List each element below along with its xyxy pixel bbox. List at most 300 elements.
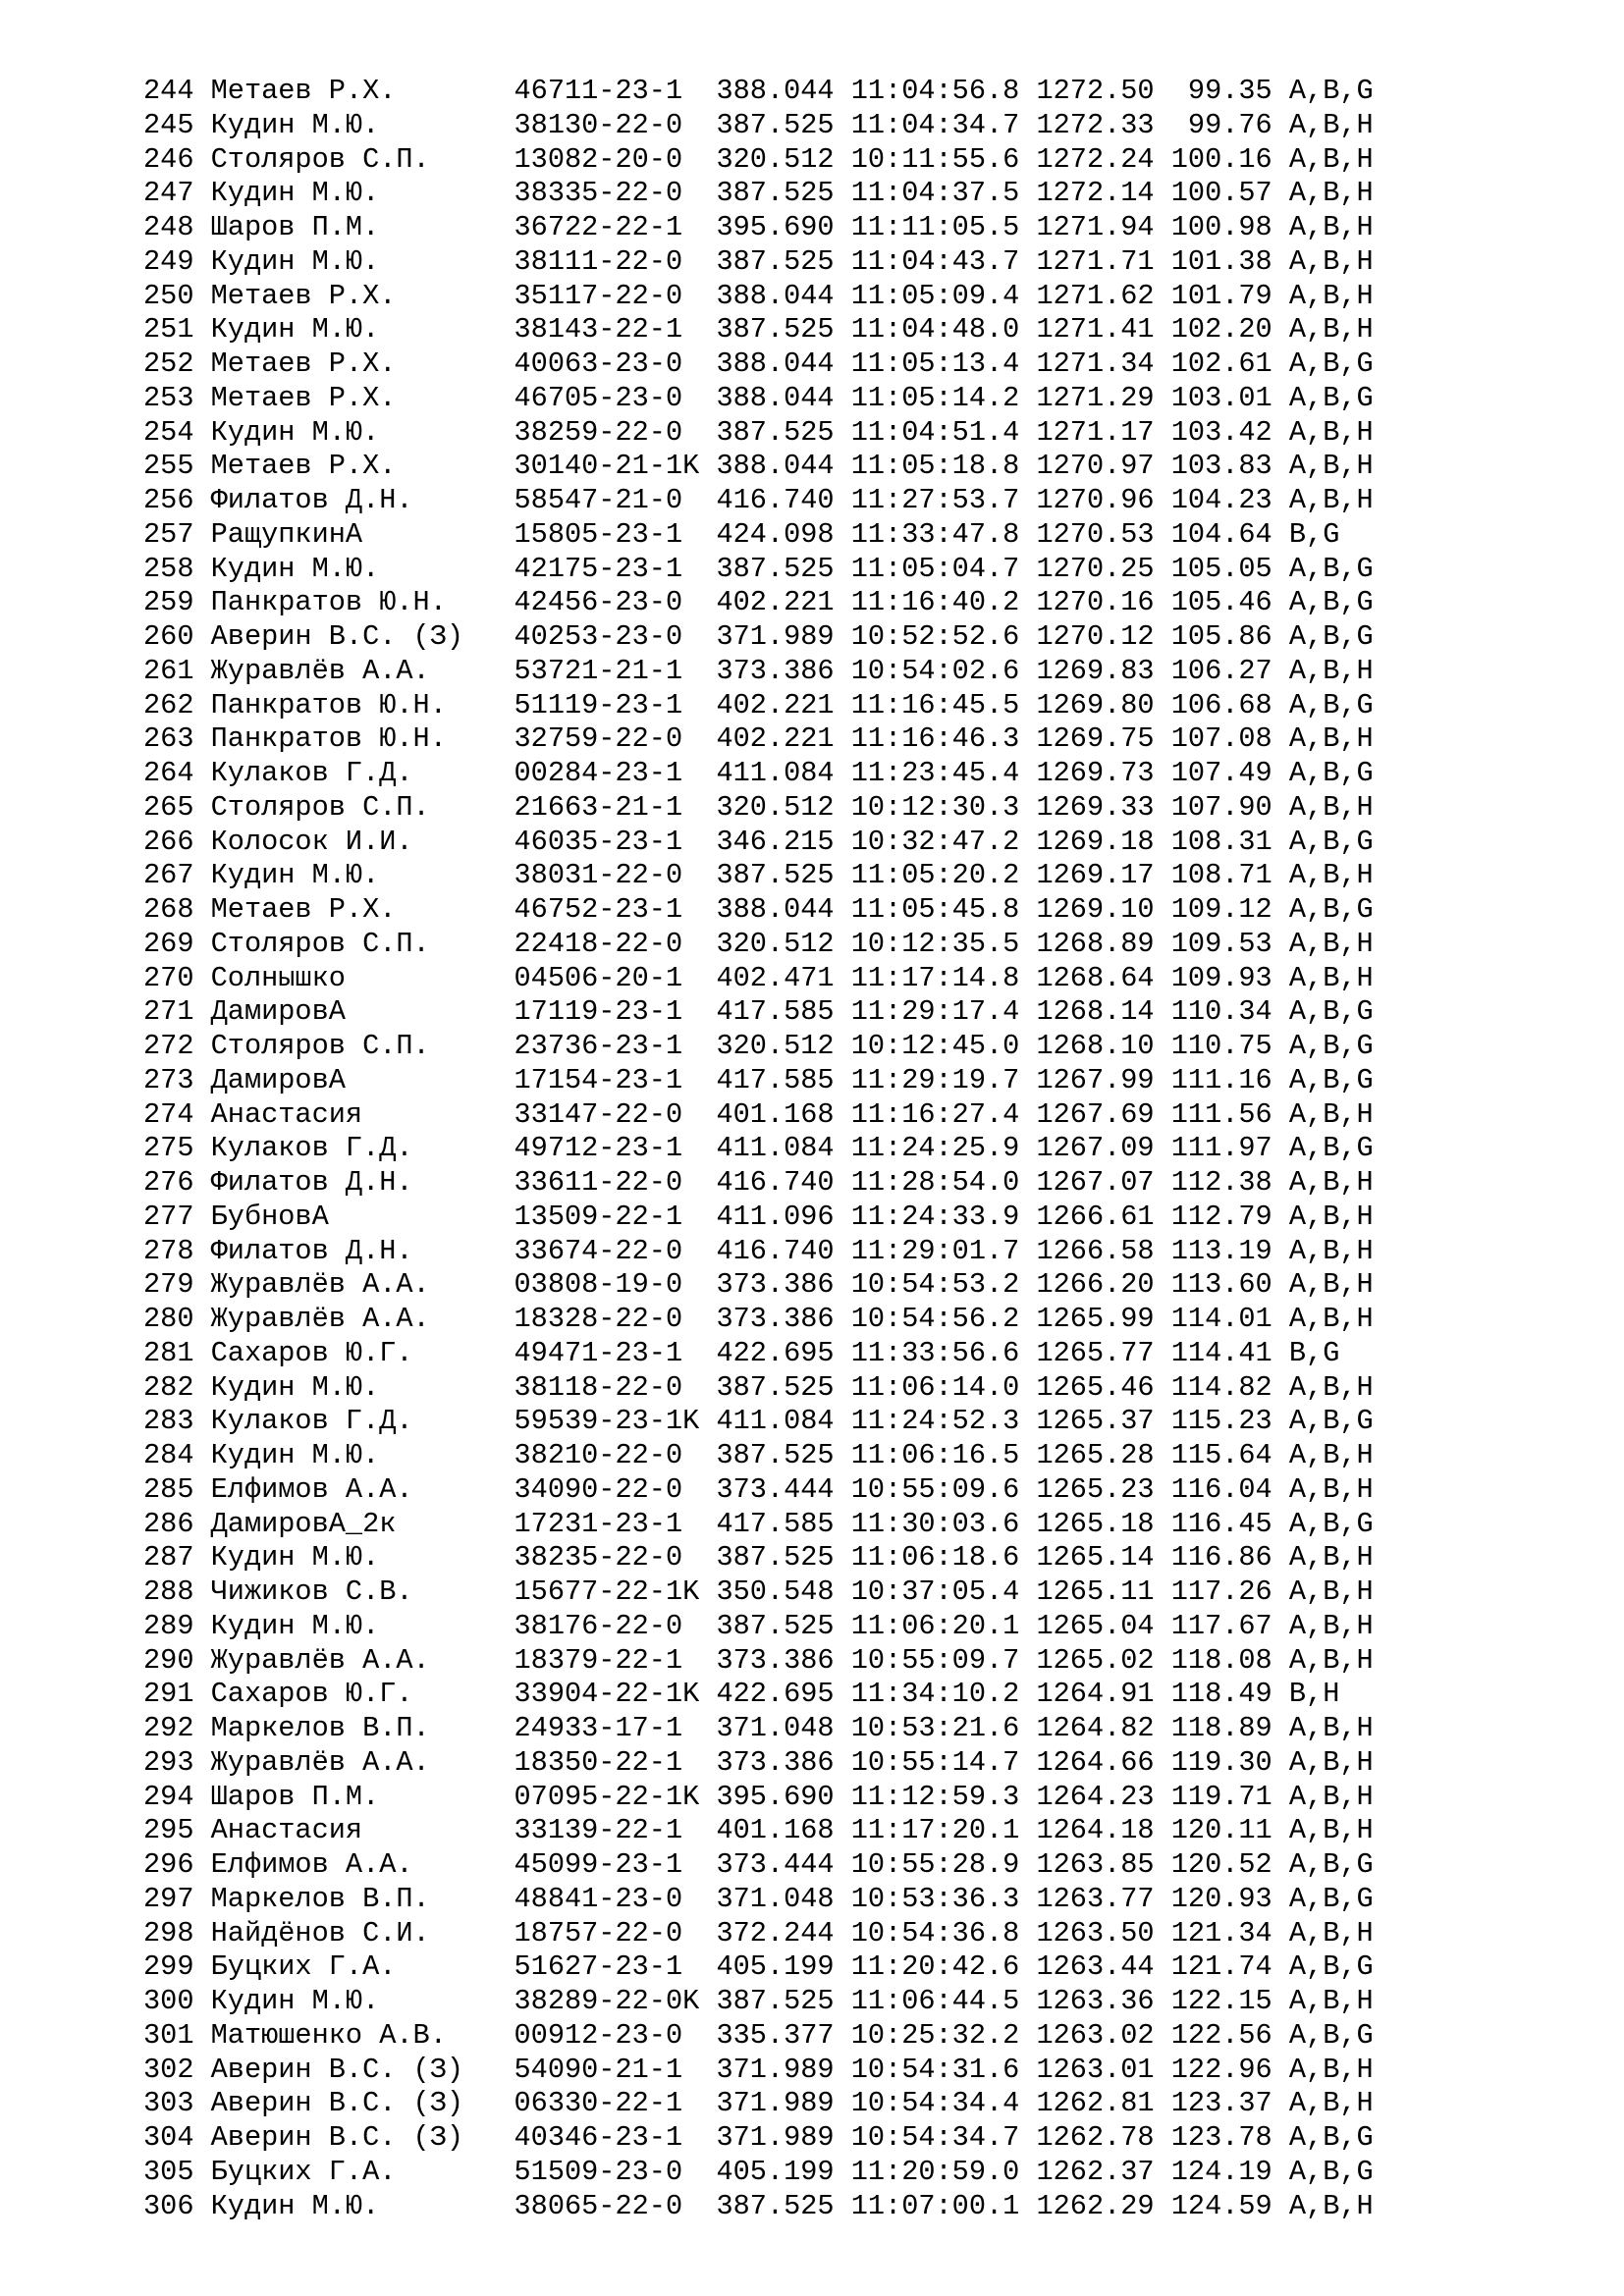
distance: 411.084 [716, 757, 851, 789]
result-row [143, 1610, 1374, 1644]
ring-number: 40063-23-0 [514, 347, 717, 380]
row-number: 262 [143, 688, 211, 721]
ring-number: 17119-23-1 [514, 995, 717, 1029]
speed: 1269.17 [1036, 859, 1171, 892]
result-row [143, 553, 1374, 587]
speed: 1269.10 [1036, 893, 1171, 926]
speed: 1263.36 [1036, 1985, 1171, 2017]
coefficient: 100.57 [1170, 177, 1289, 210]
arrival-time: 11:06:44.5 [850, 1985, 1037, 2017]
row-number: 270 [143, 961, 211, 994]
arrival-time: 10:37:05.4 [850, 1575, 1037, 1608]
ring-number: 58547-21-0 [514, 484, 717, 516]
ring-number: 21663-21-1 [514, 790, 717, 824]
flags: A,B,H [1288, 1370, 1374, 1404]
row-number: 293 [143, 1745, 211, 1779]
coefficient: 111.16 [1170, 1063, 1289, 1096]
result-row [143, 245, 1374, 280]
arrival-time: 11:33:56.6 [850, 1336, 1037, 1369]
speed: 1263.50 [1036, 1916, 1171, 1949]
distance: 417.585 [716, 995, 851, 1029]
distance: 422.695 [716, 1678, 851, 1711]
result-row [143, 1201, 1374, 1235]
fancier-name: Панкратов Ю.Н. [210, 586, 514, 619]
row-number: 301 [143, 2018, 211, 2052]
speed: 1267.69 [1036, 1097, 1171, 1131]
arrival-time: 10:54:34.7 [850, 2121, 1037, 2154]
flags: A,B,G [1288, 1507, 1374, 1540]
fancier-name: Метаев Р.Х. [210, 347, 514, 380]
arrival-time: 11:17:20.1 [850, 1814, 1037, 1847]
distance: 320.512 [716, 790, 851, 824]
coefficient: 116.45 [1170, 1507, 1289, 1540]
coefficient: 115.23 [1170, 1405, 1289, 1438]
coefficient: 112.79 [1170, 1200, 1289, 1233]
flags: A,B,H [1288, 415, 1374, 449]
result-row [143, 2121, 1374, 2156]
arrival-time: 10:12:45.0 [850, 1030, 1037, 1062]
result-row [143, 1439, 1374, 1473]
ring-number: 34090-22-0 [514, 1472, 717, 1506]
speed: 1265.99 [1036, 1303, 1171, 1335]
row-number: 249 [143, 244, 211, 278]
speed: 1263.01 [1036, 2053, 1171, 2086]
distance: 387.525 [716, 859, 851, 892]
ring-number: 59539-23-1K [514, 1405, 717, 1438]
fancier-name: Кудин М.Ю. [210, 552, 514, 585]
coefficient: 118.49 [1170, 1678, 1289, 1711]
distance: 373.386 [716, 1643, 851, 1677]
speed: 1272.33 [1036, 108, 1171, 141]
distance: 388.044 [716, 75, 851, 107]
speed: 1270.96 [1036, 484, 1171, 516]
ring-number: 18757-22-0 [514, 1916, 717, 1949]
arrival-time: 11:20:59.0 [850, 2155, 1037, 2188]
distance: 388.044 [716, 347, 851, 380]
arrival-time: 10:32:47.2 [850, 825, 1037, 858]
arrival-time: 11:06:16.5 [850, 1439, 1037, 1471]
result-row [143, 313, 1374, 347]
row-number: 271 [143, 995, 211, 1029]
coefficient: 117.67 [1170, 1609, 1289, 1642]
coefficient: 109.53 [1170, 927, 1289, 960]
fancier-name: Столяров С.П. [210, 790, 514, 824]
distance: 373.444 [716, 1472, 851, 1506]
arrival-time: 11:07:00.1 [850, 2189, 1037, 2222]
result-row [143, 1541, 1374, 1575]
fancier-name: Метаев Р.Х. [210, 75, 514, 107]
flags: A,B,G [1288, 552, 1374, 585]
coefficient: 107.90 [1170, 790, 1289, 824]
fancier-name: Журавлёв А.А. [210, 1303, 514, 1335]
arrival-time: 11:29:19.7 [850, 1063, 1037, 1096]
ring-number: 06330-22-1 [514, 2087, 717, 2120]
row-number: 299 [143, 1950, 211, 1984]
flags: B,G [1288, 1336, 1340, 1369]
coefficient: 122.15 [1170, 1985, 1289, 2017]
row-number: 283 [143, 1405, 211, 1438]
flags: A,B,H [1288, 1575, 1374, 1608]
fancier-name: Кудин М.Ю. [210, 1609, 514, 1642]
arrival-time: 10:54:36.8 [850, 1916, 1037, 1949]
result-row [143, 655, 1374, 689]
fancier-name: Шаров П.М. [210, 211, 514, 243]
coefficient: 123.78 [1170, 2121, 1289, 2154]
arrival-time: 11:05:14.2 [850, 381, 1037, 414]
result-row [143, 2087, 1374, 2121]
coefficient: 103.01 [1170, 381, 1289, 414]
row-number: 244 [143, 75, 211, 107]
fancier-name: Метаев Р.Х. [210, 450, 514, 483]
ring-number: 40253-23-0 [514, 620, 717, 653]
arrival-time: 10:55:09.6 [850, 1472, 1037, 1506]
row-number: 306 [143, 2189, 211, 2222]
result-row [143, 1064, 1374, 1098]
speed: 1263.44 [1036, 1950, 1171, 1984]
result-row [143, 177, 1374, 211]
flags: A,B,H [1288, 1166, 1374, 1199]
arrival-time: 11:24:33.9 [850, 1200, 1037, 1233]
distance: 387.525 [716, 1439, 851, 1471]
ring-number: 18350-22-1 [514, 1745, 717, 1779]
flags: A,B,G [1288, 1848, 1374, 1881]
speed: 1269.18 [1036, 825, 1171, 858]
speed: 1263.02 [1036, 2018, 1171, 2052]
ring-number: 53721-21-1 [514, 654, 717, 687]
distance: 411.084 [716, 1405, 851, 1438]
row-number: 255 [143, 450, 211, 483]
distance: 395.690 [716, 211, 851, 243]
arrival-time: 11:28:54.0 [850, 1166, 1037, 1199]
ring-number: 18328-22-0 [514, 1303, 717, 1335]
flags: A,B,H [1288, 2053, 1374, 2086]
row-number: 294 [143, 1780, 211, 1813]
fancier-name: Кудин М.Ю. [210, 415, 514, 449]
fancier-name: Филатов Д.Н. [210, 1166, 514, 1199]
row-number: 287 [143, 1541, 211, 1575]
ring-number: 00912-23-0 [514, 2018, 717, 2052]
coefficient: 108.31 [1170, 825, 1289, 858]
row-number: 261 [143, 654, 211, 687]
result-row [143, 1644, 1374, 1679]
fancier-name: Столяров С.П. [210, 927, 514, 960]
flags: A,B,H [1288, 177, 1374, 210]
ring-number: 33674-22-0 [514, 1234, 717, 1267]
coefficient: 111.97 [1170, 1132, 1289, 1165]
distance: 416.740 [716, 1166, 851, 1199]
row-number: 282 [143, 1370, 211, 1404]
row-number: 290 [143, 1643, 211, 1677]
speed: 1265.11 [1036, 1575, 1171, 1608]
arrival-time: 11:04:43.7 [850, 244, 1037, 278]
row-number: 286 [143, 1507, 211, 1540]
ring-number: 32759-22-0 [514, 722, 717, 756]
flags: A,B,H [1288, 1234, 1374, 1267]
row-number: 273 [143, 1063, 211, 1096]
fancier-name: Аверин В.С. (З) [210, 2121, 514, 2154]
speed: 1271.94 [1036, 211, 1171, 243]
result-row [143, 620, 1374, 655]
arrival-time: 11:16:40.2 [850, 586, 1037, 619]
coefficient: 121.74 [1170, 1950, 1289, 1984]
speed: 1271.62 [1036, 279, 1171, 312]
ring-number: 46711-23-1 [514, 75, 717, 107]
result-row [143, 689, 1374, 723]
arrival-time: 10:54:53.2 [850, 1268, 1037, 1302]
flags: A,B,G [1288, 2121, 1374, 2154]
speed: 1272.14 [1036, 177, 1171, 210]
fancier-name: Анастасия [210, 1814, 514, 1847]
arrival-time: 11:27:53.7 [850, 484, 1037, 516]
arrival-time: 11:34:10.2 [850, 1678, 1037, 1711]
arrival-time: 11:04:56.8 [850, 75, 1037, 107]
coefficient: 120.93 [1170, 1882, 1289, 1915]
distance: 402.221 [716, 722, 851, 756]
flags: A,B,H [1288, 313, 1374, 347]
distance: 417.585 [716, 1507, 851, 1540]
arrival-time: 11:17:14.8 [850, 961, 1037, 994]
distance: 373.386 [716, 1745, 851, 1779]
coefficient: 107.49 [1170, 757, 1289, 789]
distance: 373.386 [716, 1268, 851, 1302]
arrival-time: 11:04:34.7 [850, 108, 1037, 141]
speed: 1266.61 [1036, 1200, 1171, 1233]
flags: A,B,G [1288, 1405, 1374, 1438]
flags: A,B,H [1288, 1541, 1374, 1575]
distance: 371.989 [716, 2121, 851, 2154]
coefficient: 101.79 [1170, 279, 1289, 312]
row-number: 247 [143, 177, 211, 210]
coefficient: 103.42 [1170, 415, 1289, 449]
distance: 320.512 [716, 927, 851, 960]
distance: 320.512 [716, 1030, 851, 1062]
coefficient: 119.30 [1170, 1745, 1289, 1779]
row-number: 263 [143, 722, 211, 756]
coefficient: 104.64 [1170, 517, 1289, 551]
speed: 1264.82 [1036, 1712, 1171, 1744]
distance: 411.096 [716, 1200, 851, 1233]
fancier-name: Столяров С.П. [210, 1030, 514, 1062]
row-number: 254 [143, 415, 211, 449]
ring-number: 33611-22-0 [514, 1166, 717, 1199]
arrival-time: 11:30:03.6 [850, 1507, 1037, 1540]
arrival-time: 11:23:45.4 [850, 757, 1037, 789]
result-row [143, 1985, 1374, 2019]
result-row [143, 109, 1374, 143]
arrival-time: 11:05:20.2 [850, 859, 1037, 892]
fancier-name: Елфимов А.А. [210, 1472, 514, 1506]
fancier-name: Сахаров Ю.Г. [210, 1336, 514, 1369]
row-number: 259 [143, 586, 211, 619]
row-number: 265 [143, 790, 211, 824]
ring-number: 46752-23-1 [514, 893, 717, 926]
ring-number: 38130-22-0 [514, 108, 717, 141]
coefficient: 99.76 [1170, 108, 1289, 141]
arrival-time: 11:29:01.7 [850, 1234, 1037, 1267]
arrival-time: 11:05:04.7 [850, 552, 1037, 585]
ring-number: 17231-23-1 [514, 1507, 717, 1540]
speed: 1269.73 [1036, 757, 1171, 789]
arrival-time: 10:54:02.6 [850, 654, 1037, 687]
distance: 417.585 [716, 1063, 851, 1096]
distance: 401.168 [716, 1097, 851, 1131]
flags: A,B,G [1288, 75, 1374, 107]
distance: 405.199 [716, 1950, 851, 1984]
coefficient: 114.82 [1170, 1370, 1289, 1404]
coefficient: 109.12 [1170, 893, 1289, 926]
result-row [143, 1337, 1374, 1371]
fancier-name: Сахаров Ю.Г. [210, 1678, 514, 1711]
coefficient: 103.83 [1170, 450, 1289, 483]
speed: 1262.29 [1036, 2189, 1171, 2222]
arrival-time: 11:20:42.6 [850, 1950, 1037, 1984]
result-row [143, 1917, 1374, 1951]
arrival-time: 11:12:59.3 [850, 1780, 1037, 1813]
distance: 372.244 [716, 1916, 851, 1949]
speed: 1271.71 [1036, 244, 1171, 278]
row-number: 274 [143, 1097, 211, 1131]
result-row [143, 1712, 1374, 1746]
ring-number: 23736-23-1 [514, 1030, 717, 1062]
result-row [143, 1848, 1374, 1883]
fancier-name: Кулаков Г.Д. [210, 757, 514, 789]
fancier-name: Кудин М.Ю. [210, 244, 514, 278]
speed: 1269.75 [1036, 722, 1171, 756]
arrival-time: 11:11:05.5 [850, 211, 1037, 243]
row-number: 281 [143, 1336, 211, 1369]
row-number: 256 [143, 484, 211, 516]
ring-number: 33147-22-0 [514, 1097, 717, 1131]
result-row [143, 1883, 1374, 1917]
speed: 1266.58 [1036, 1234, 1171, 1267]
row-number: 260 [143, 620, 211, 653]
result-row [143, 75, 1374, 109]
flags: A,B,H [1288, 484, 1374, 516]
coefficient: 116.04 [1170, 1472, 1289, 1506]
speed: 1269.83 [1036, 654, 1171, 687]
flags: A,B,G [1288, 1063, 1374, 1096]
coefficient: 114.41 [1170, 1336, 1289, 1369]
fancier-name: Кудин М.Ю. [210, 2189, 514, 2222]
coefficient: 100.16 [1170, 142, 1289, 176]
speed: 1270.97 [1036, 450, 1171, 483]
ring-number: 36722-22-1 [514, 211, 717, 243]
fancier-name: Кудин М.Ю. [210, 313, 514, 347]
distance: 411.084 [716, 1132, 851, 1165]
fancier-name: Колосок И.И. [210, 825, 514, 858]
coefficient: 113.19 [1170, 1234, 1289, 1267]
distance: 373.444 [716, 1848, 851, 1881]
distance: 401.168 [716, 1814, 851, 1847]
row-number: 257 [143, 517, 211, 551]
coefficient: 102.20 [1170, 313, 1289, 347]
arrival-time: 11:04:37.5 [850, 177, 1037, 210]
distance: 371.048 [716, 1882, 851, 1915]
distance: 402.221 [716, 586, 851, 619]
flags: A,B,H [1288, 961, 1374, 994]
speed: 1266.20 [1036, 1268, 1171, 1302]
speed: 1268.89 [1036, 927, 1171, 960]
speed: 1267.07 [1036, 1166, 1171, 1199]
ring-number: 13509-22-1 [514, 1200, 717, 1233]
flags: B,H [1288, 1678, 1340, 1711]
result-row [143, 416, 1374, 451]
flags: A,B,H [1288, 1303, 1374, 1335]
fancier-name: Журавлёв А.А. [210, 1745, 514, 1779]
arrival-time: 10:12:35.5 [850, 927, 1037, 960]
arrival-time: 11:29:17.4 [850, 995, 1037, 1029]
flags: A,B,H [1288, 244, 1374, 278]
speed: 1270.12 [1036, 620, 1171, 653]
ring-number: 42456-23-0 [514, 586, 717, 619]
result-row [143, 1575, 1374, 1610]
distance: 395.690 [716, 1780, 851, 1813]
coefficient: 109.93 [1170, 961, 1289, 994]
coefficient: 107.08 [1170, 722, 1289, 756]
fancier-name: ДамировА [210, 1063, 514, 1096]
result-row [143, 1132, 1374, 1166]
flags: A,B,G [1288, 995, 1374, 1029]
result-row [143, 1678, 1374, 1712]
distance: 416.740 [716, 1234, 851, 1267]
row-number: 300 [143, 1985, 211, 2017]
flags: A,B,G [1288, 2018, 1374, 2052]
arrival-time: 11:33:47.8 [850, 517, 1037, 551]
coefficient: 108.71 [1170, 859, 1289, 892]
ring-number: 49471-23-1 [514, 1336, 717, 1369]
fancier-name: Метаев Р.Х. [210, 893, 514, 926]
arrival-time: 10:12:30.3 [850, 790, 1037, 824]
distance: 371.048 [716, 1712, 851, 1744]
distance: 402.471 [716, 961, 851, 994]
flags: A,B,H [1288, 450, 1374, 483]
ring-number: 38210-22-0 [514, 1439, 717, 1471]
flags: A,B,H [1288, 1712, 1374, 1744]
coefficient: 119.71 [1170, 1780, 1289, 1813]
fancier-name: ДамировА [210, 995, 514, 1029]
flags: A,B,H [1288, 2189, 1374, 2222]
distance: 387.525 [716, 244, 851, 278]
flags: A,B,H [1288, 1643, 1374, 1677]
flags: A,B,H [1288, 279, 1374, 312]
speed: 1264.91 [1036, 1678, 1171, 1711]
fancier-name: Кудин М.Ю. [210, 859, 514, 892]
speed: 1271.34 [1036, 347, 1171, 380]
distance: 320.512 [716, 142, 851, 176]
coefficient: 124.59 [1170, 2189, 1289, 2222]
results-table [143, 75, 1374, 2223]
ring-number: 51627-23-1 [514, 1950, 717, 1984]
fancier-name: Кулаков Г.Д. [210, 1132, 514, 1165]
ring-number: 48841-23-0 [514, 1882, 717, 1915]
coefficient: 100.98 [1170, 211, 1289, 243]
arrival-time: 10:54:34.4 [850, 2087, 1037, 2120]
fancier-name: Кудин М.Ю. [210, 1439, 514, 1471]
distance: 422.695 [716, 1336, 851, 1369]
result-row [143, 1098, 1374, 1133]
distance: 387.525 [716, 1370, 851, 1404]
flags: A,B,H [1288, 1609, 1374, 1642]
speed: 1265.14 [1036, 1541, 1171, 1575]
flags: A,B,G [1288, 620, 1374, 653]
coefficient: 116.86 [1170, 1541, 1289, 1575]
result-row [143, 484, 1374, 518]
result-row [143, 2156, 1374, 2190]
distance: 373.386 [716, 654, 851, 687]
result-row [143, 1303, 1374, 1337]
ring-number: 13082-20-0 [514, 142, 717, 176]
row-number: 291 [143, 1678, 211, 1711]
